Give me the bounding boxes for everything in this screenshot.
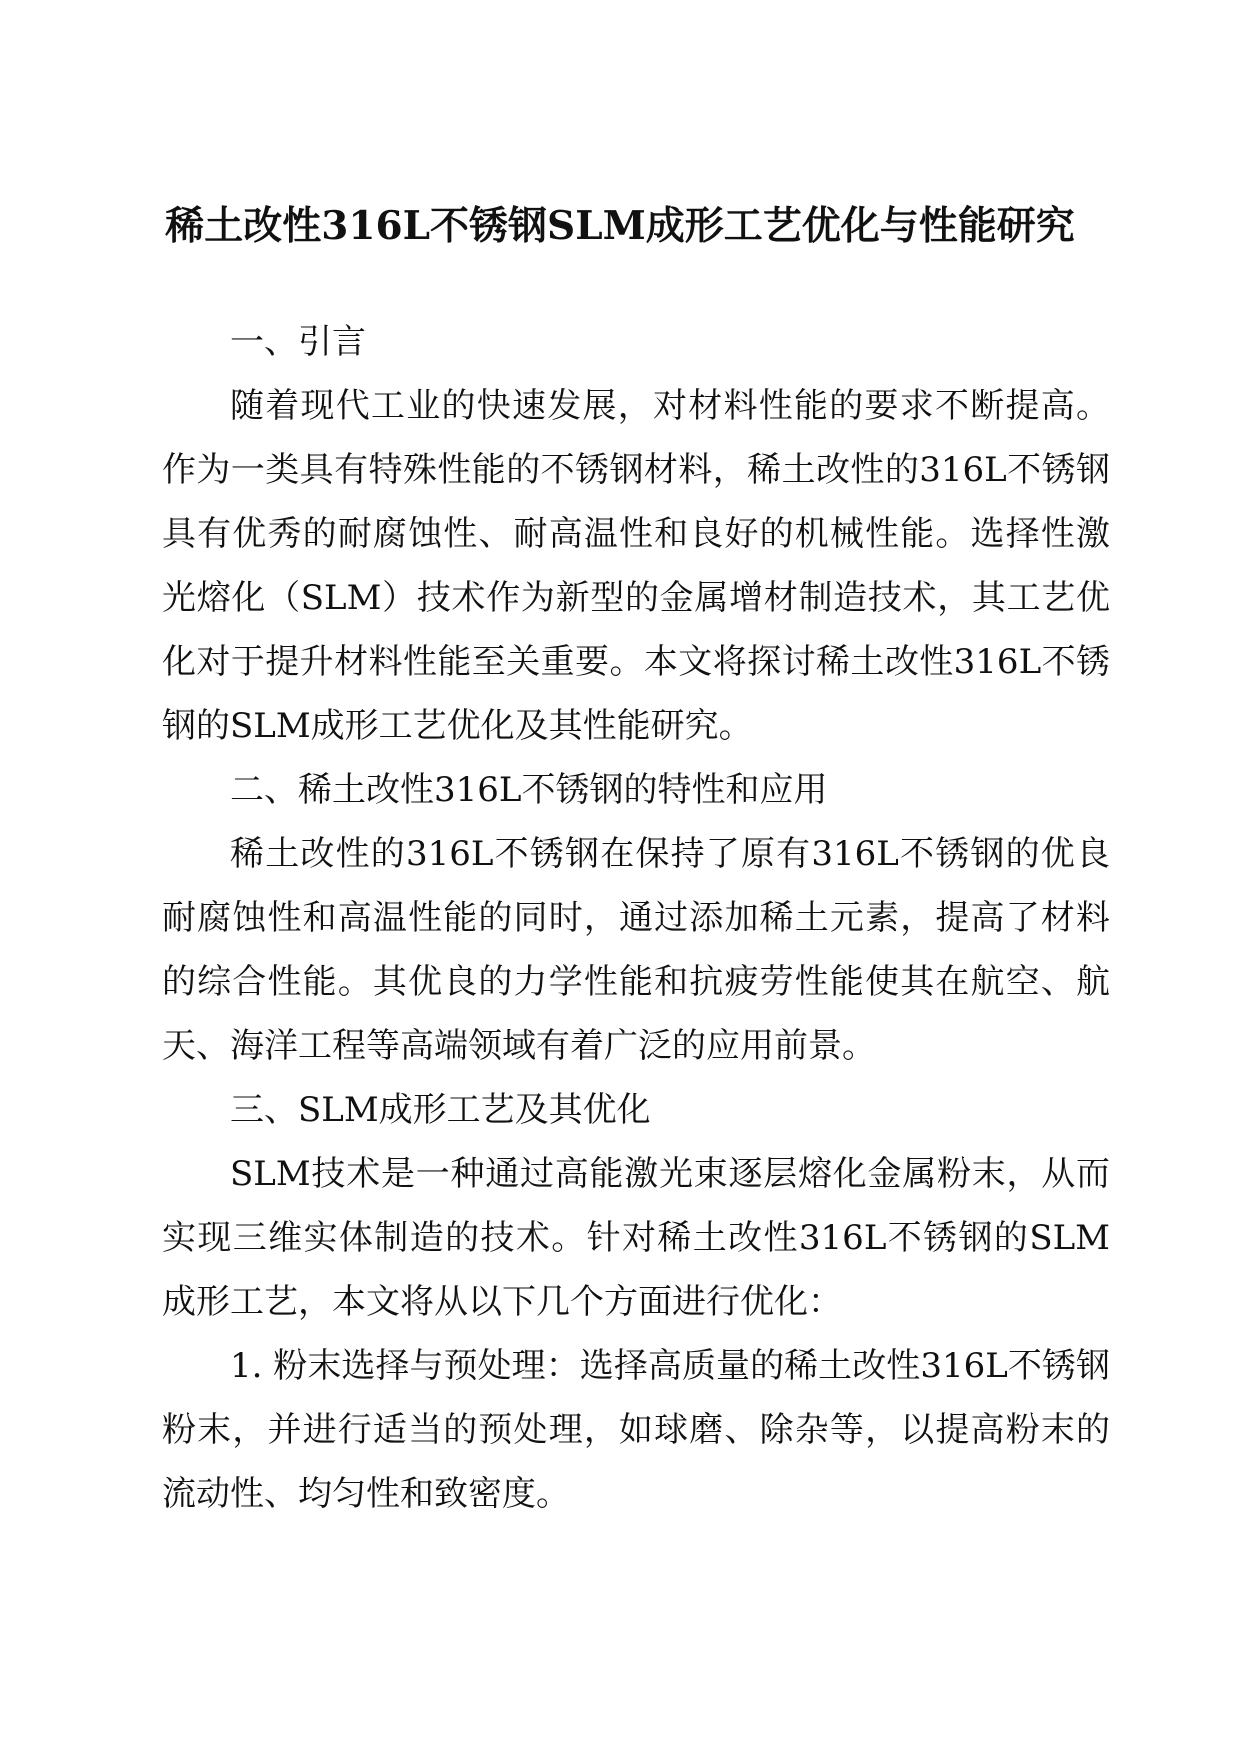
paragraph: SLM技术是一种通过高能激光束逐层熔化金属粉末，从而实现三维实体制造的技术。针对稀土改性316L不锈钢的SLM成形工艺，本文将从以下几个方面进行优化： [162, 1154, 1110, 1322]
paragraph: 稀土改性的316L不锈钢在保持了原有316L不锈钢的优良耐腐蚀性和高温性能的同时，通过添加稀土元素，提高了材料的综合性能。其优良的力学性能和抗疲劳性能使其在航空、航天、海洋工程等高端领域有着广泛的应用前景。 [162, 834, 1110, 1066]
section-heading: 二、稀土改性316L不锈钢的特性和应用 [230, 770, 828, 810]
document-title: 稀土改性316L不锈钢SLM成形工艺优化与性能研究 [165, 203, 1075, 249]
paragraph: 随着现代工业的快速发展，对材料性能的要求不断提高。作为一类具有特殊性能的不锈钢材料，稀土改性的316L不锈钢具有优秀的耐腐蚀性、耐高温性和良好的机械性能。选择性激光熔化（SLM）技术作为新型的金属增材制造技术，其工艺优化对于提升材料性能至关重要。本文将探讨稀土改性316L不锈钢的SLM成形工艺优化及其性能研究。 [162, 386, 1110, 746]
list-item: 1. 粉末选择与预处理：选择高质量的稀土改性316L不锈钢粉末，并进行适当的预处理，如球磨、除杂等，以提高粉末的流动性、均匀性和致密度。 [162, 1346, 1110, 1514]
section-heading: 三、SLM成形工艺及其优化 [230, 1090, 651, 1130]
section-heading: 一、引言 [230, 322, 366, 362]
document-body [162, 310, 1110, 1526]
